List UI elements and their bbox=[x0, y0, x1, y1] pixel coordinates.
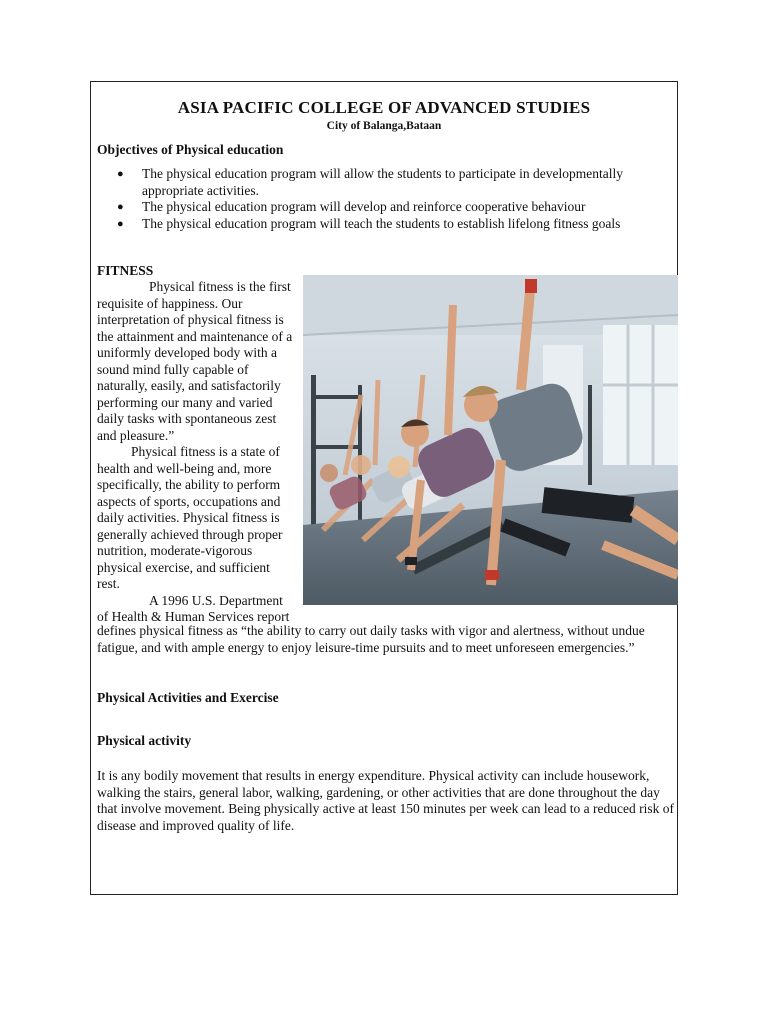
list-item bbox=[97, 216, 667, 233]
college-location: City of Balanga,Bataan bbox=[326, 120, 442, 132]
fitness-paragraph-2: Physical fitness is a state of health and well-being and, more specifically, the ability to perform aspects of sports, occupations and daily activities. Physical fitness is generally achieved through proper nutrition, moderate-vigorous physical exercise, and sufficient rest. bbox=[97, 444, 283, 591]
fitness-paragraph-1: Physical fitness is the first requisite of happiness. Our interpretation of physical fitness is the attainment and maintenance of a uniformly developed body with a sound mind fully capable of naturally, easily, and satisfactorily performing our many and varied daily tasks with spontaneous zest and pleasure.” bbox=[97, 279, 293, 443]
gym-side-plank-illustration bbox=[303, 275, 678, 605]
fitness-paragraph-3-start: A 1996 U.S. Department of Health & Human Services report bbox=[97, 592, 290, 624]
list-item bbox=[97, 166, 667, 199]
fitness-paragraph-3-end: defines physical fitness as “the ability to carry out daily tasks with vigor and alertness, without undue fatigue, and with ample energy to enjoy leisure-time pursuits and to meet unforeseen emergencies.” bbox=[97, 623, 645, 655]
bullet-icon: ● bbox=[117, 168, 124, 180]
activities-heading: Physical Activities and Exercise bbox=[97, 690, 279, 705]
document-page bbox=[90, 81, 678, 895]
fitness-heading: FITNESS bbox=[97, 263, 154, 278]
college-title: ASIA PACIFIC COLLEGE OF ADVANCED STUDIES bbox=[177, 98, 591, 117]
fitness-text-column bbox=[97, 279, 293, 626]
objective-text: The physical education program will develop and reinforce cooperative behaviour bbox=[142, 199, 586, 214]
fitness-class-photo bbox=[303, 275, 678, 605]
objective-text: The physical education program will teach the students to establish lifelong fitness goals bbox=[142, 215, 621, 231]
objectives-heading: Objectives of Physical education bbox=[97, 142, 284, 157]
bullet-icon: ● bbox=[117, 201, 124, 213]
physical-activity-subheading: Physical activity bbox=[97, 733, 192, 748]
bullet-icon: ● bbox=[117, 217, 124, 230]
list-item bbox=[97, 199, 667, 216]
objectives-list bbox=[97, 166, 667, 232]
physical-activity-paragraph: It is any bodily movement that results in energy expenditure. Physical activity can include housework, walking the stairs, general labor, walking, gardening, or other activities that are done throughout the day that involve movement. Being physically active at least 150 minutes per week can lead to a reduced risk of disease and improved quality of life. bbox=[97, 768, 674, 833]
objective-text: The physical education program will allow the students to participate in developmentally appropriate activities. bbox=[142, 166, 623, 198]
